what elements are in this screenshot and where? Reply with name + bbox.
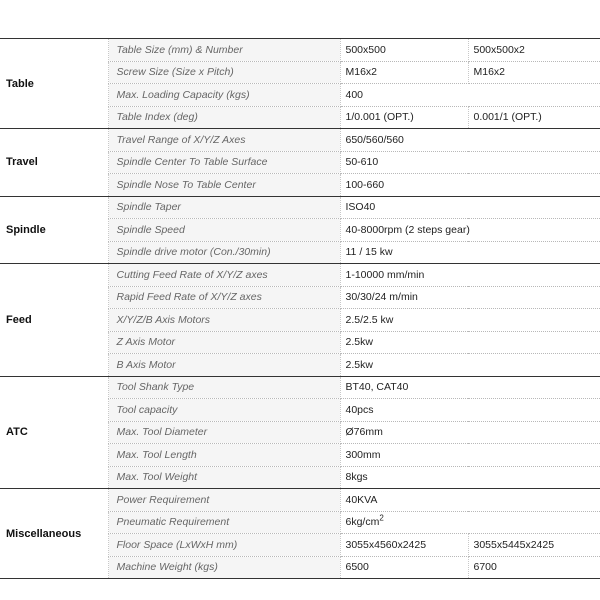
spec-value-text: BT40, CAT40: [345, 381, 409, 394]
spec-label: Table Index (deg): [108, 106, 340, 129]
spec-value: [340, 466, 600, 489]
spec-value-model-1: M16x2: [340, 61, 468, 84]
spec-value: [340, 444, 600, 467]
spec-row: [0, 264, 600, 287]
spec-value: [340, 129, 600, 152]
spec-value: [340, 84, 600, 107]
spec-value: [340, 421, 600, 444]
spec-value: [340, 309, 600, 332]
group-label: Miscellaneous: [0, 489, 108, 579]
spec-value-model-1: 3055x4560x2425: [340, 534, 468, 557]
spec-label: Spindle Nose To Table Center: [108, 174, 340, 197]
spec-value-text: 2.5/2.5 kw: [345, 313, 394, 326]
group-label: Spindle: [0, 196, 108, 264]
spec-label: Max. Tool Length: [108, 444, 340, 467]
spec-label: Cutting Feed Rate of X/Y/Z axes: [108, 264, 340, 287]
spec-value-text: 6kg/cm: [345, 516, 380, 529]
spec-label: Spindle Center To Table Surface: [108, 151, 340, 174]
spec-label: Table Size (mm) & Number: [108, 39, 340, 62]
spec-value-model-2: M16x2: [468, 61, 600, 84]
spec-label: Spindle drive motor (Con./30min): [108, 241, 340, 264]
spec-value-model-1: 500x500: [340, 39, 468, 62]
spec-value-model-1: 1/0.001 (OPT.): [340, 106, 468, 129]
spec-label: Z Axis Motor: [108, 331, 340, 354]
spec-value-text: 1-10000 mm/min: [345, 268, 425, 281]
spec-value: [340, 151, 600, 174]
spec-value-text: 8kgs: [345, 471, 368, 484]
spec-value: [340, 331, 600, 354]
spec-value-text: 11 / 15 kw: [345, 246, 393, 259]
spec-value-model-2: 500x500x2: [468, 39, 600, 62]
spec-label: Max. Tool Diameter: [108, 421, 340, 444]
spec-value-model-2: 3055x5445x2425: [468, 534, 600, 557]
spec-row: [0, 129, 600, 152]
spec-value-text: 650/560/560: [345, 133, 404, 146]
spec-value-text: 2.5kw: [345, 358, 373, 371]
spec-value-text: 400: [345, 88, 364, 101]
spec-value-text: 40-8000rpm (2 steps gear): [345, 223, 470, 236]
spec-row: [0, 39, 600, 62]
spec-label: Floor Space (LxWxH mm): [108, 534, 340, 557]
group-label: ATC: [0, 376, 108, 489]
spec-value-model-2: 0.001/1 (OPT.): [468, 106, 600, 129]
spec-label: Tool Shank Type: [108, 376, 340, 399]
group-label: Travel: [0, 129, 108, 197]
spec-label: Max. Loading Capacity (kgs): [108, 84, 340, 107]
spec-value: [340, 399, 600, 422]
spec-label: Machine Weight (kgs): [108, 556, 340, 579]
spec-value-text: 100-660: [345, 178, 385, 191]
spec-value: [340, 286, 600, 309]
spec-value: [340, 354, 600, 377]
spec-row: [0, 376, 600, 399]
spec-value-text: 30/30/24 m/min: [345, 291, 418, 304]
spec-label: Rapid Feed Rate of X/Y/Z axes: [108, 286, 340, 309]
spec-label: Pneumatic Requirement: [108, 511, 340, 534]
spec-label: Tool capacity: [108, 399, 340, 422]
spec-label: X/Y/Z/B Axis Motors: [108, 309, 340, 332]
spec-value-text: ISO40: [345, 201, 376, 214]
spec-label: Max. Tool Weight: [108, 466, 340, 489]
spec-label: Travel Range of X/Y/Z Axes: [108, 129, 340, 152]
spec-value: [340, 264, 600, 287]
spec-label: Power Requirement: [108, 489, 340, 512]
spec-label: Screw Size (Size x Pitch): [108, 61, 340, 84]
spec-value-model-1: 6500: [340, 556, 468, 579]
spec-value-text: 300mm: [345, 448, 381, 461]
spec-label: B Axis Motor: [108, 354, 340, 377]
spec-value-text: 40KVA: [345, 493, 378, 506]
spec-value-text: Ø76mm: [345, 426, 383, 439]
spec-value: [340, 241, 600, 264]
spec-value-text: 50-610: [345, 156, 379, 169]
spec-table: [0, 38, 600, 579]
spec-value: [340, 511, 600, 534]
spec-label: Spindle Speed: [108, 219, 340, 242]
group-label: Table: [0, 39, 108, 129]
spec-value: [340, 196, 600, 219]
spec-value-superscript: 2: [379, 513, 384, 523]
spec-row: [0, 196, 600, 219]
spec-value-text: 40pcs: [345, 403, 374, 416]
spec-value-model-2: 6700: [468, 556, 600, 579]
spec-value: [340, 376, 600, 399]
spec-row: [0, 489, 600, 512]
group-label: Feed: [0, 264, 108, 377]
spec-label: Spindle Taper: [108, 196, 340, 219]
spec-value: [340, 174, 600, 197]
spec-value: [340, 219, 600, 242]
spec-value-text: 2.5kw: [345, 336, 373, 349]
spec-value: [340, 489, 600, 512]
